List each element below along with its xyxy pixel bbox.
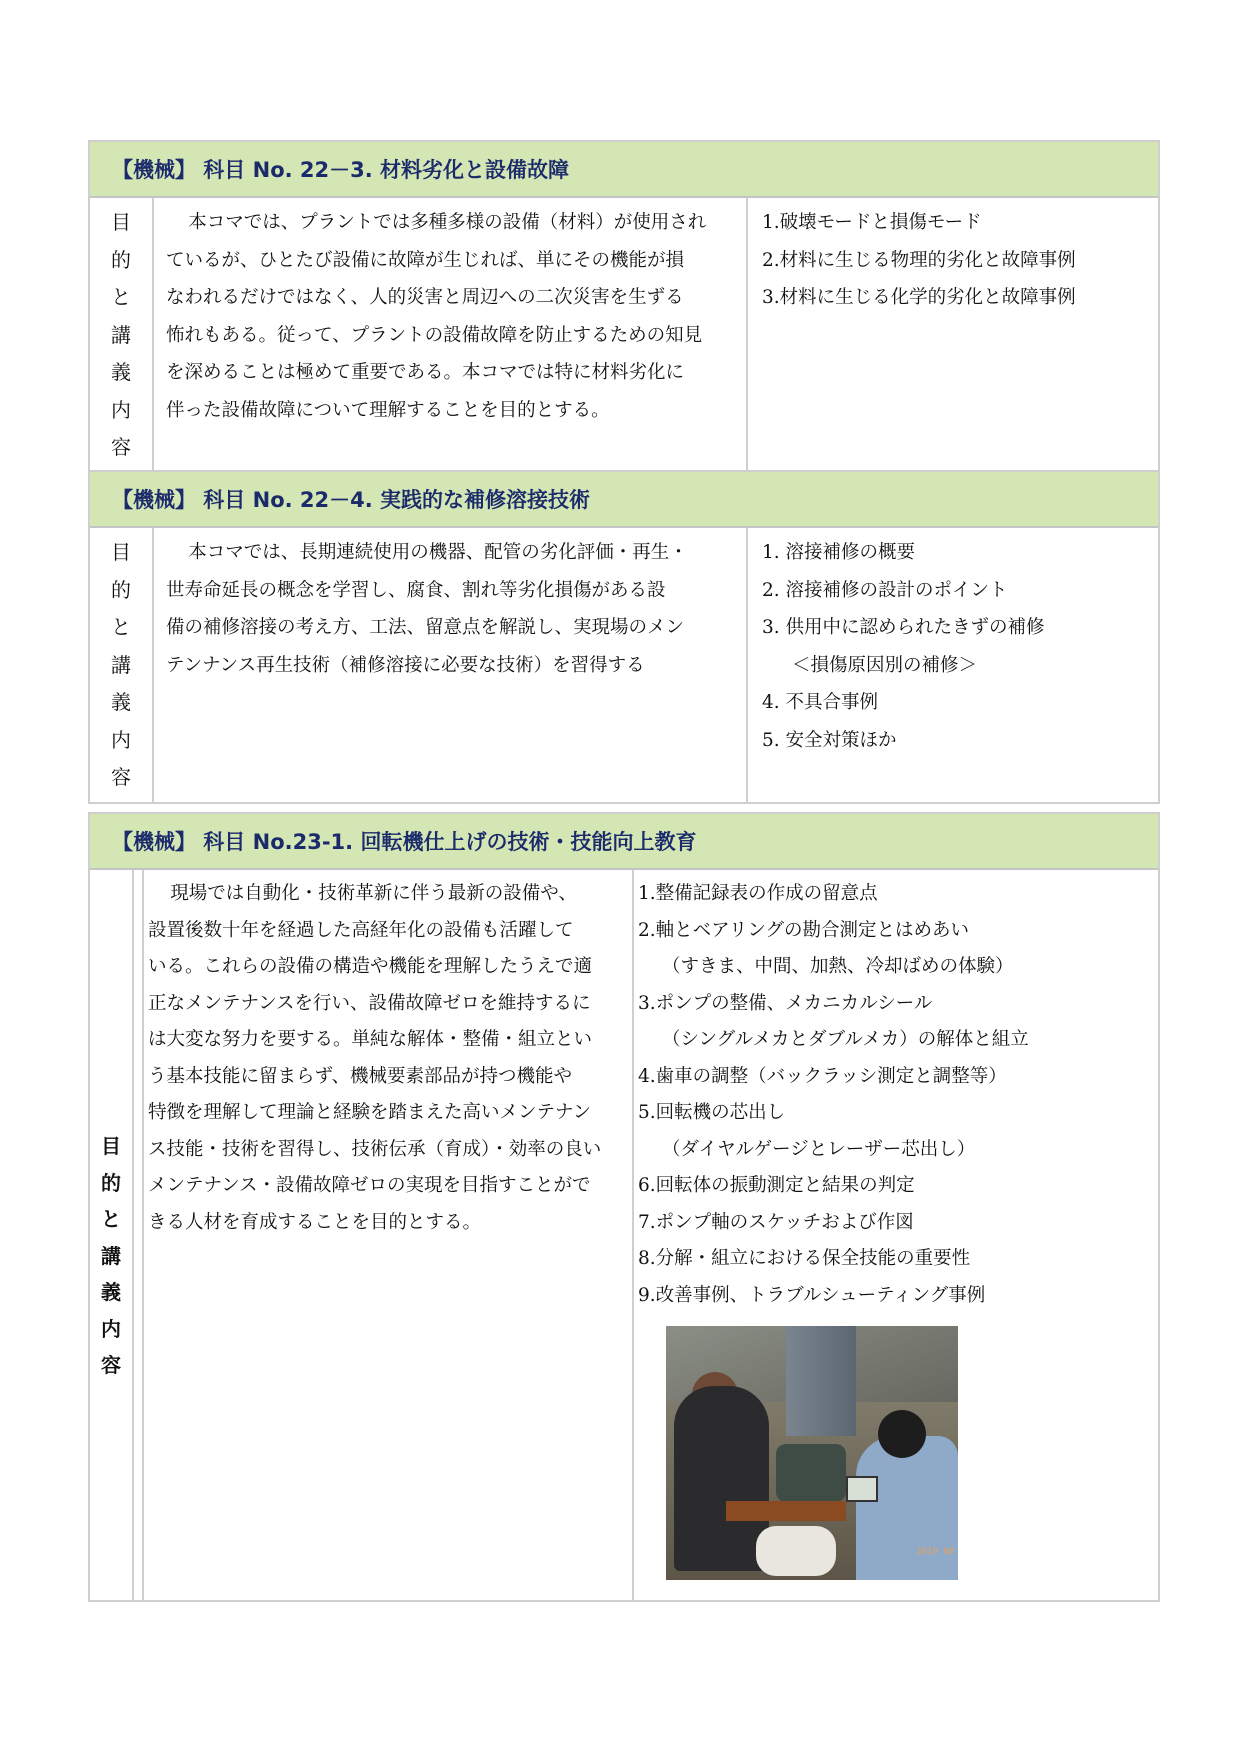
course-block-22-3 bbox=[88, 140, 1160, 472]
purpose-description: 本コマでは、プラントでは多種多様の設備（材料）が使用され ているが、ひとたび設備に故障が生じれば、単にその機能が損 なわれるだけではなく、人的災害と周辺への二次災害を生ずる 怖れもある。従って、プラントの設備故障を防止するための知見 を深めることは極めて重要である。本コマでは特に材料劣化に 伴った設備故障について理解することを目的とする。 bbox=[154, 198, 748, 470]
course-title: 【機械】 科目 No. 22－3. 材料劣化と設備故障 bbox=[90, 142, 1158, 198]
course-title: 【機械】 科目 No.23-1. 回転機仕上げの技術・技能向上教育 bbox=[90, 814, 1158, 870]
list-item: 8.分解・組立における保全技能の重要性 bbox=[638, 1248, 971, 1269]
purpose-description: 本コマでは、長期連続使用の機器、配管の劣化評価・再生・ 世寿命延長の概念を学習し、腐食、割れ等劣化損傷がある設 備の補修溶接の考え方、工法、留意点を解説し、実現場のメン テンナンス再生技術（補修溶接に必要な技術）を習得する bbox=[154, 528, 748, 802]
list-item: （ダイヤルゲージとレーザー芯出し） bbox=[662, 1138, 976, 1160]
purpose-label: 目 的 と 講 義 内 容 bbox=[90, 870, 134, 1600]
lecture-topics bbox=[634, 870, 1158, 1600]
training-photo bbox=[666, 1326, 958, 1580]
list-item: 5. 安全対策ほか bbox=[762, 729, 897, 751]
purpose-description: 現場では自動化・技術革新に伴う最新の設備や、 設置後数十年を経過した高経年化の設備も活躍して いる。これらの設備の構造や機能を理解したうえで適 正なメンテナンスを行い、設備故障ゼロを維持するに は大変な努力を要する。単純な解体・整備・組立とい う基本技能に留まらず、機械要素部品が持つ機能や 特徴を理解して理論と経験を踏まえた高いメンテナン ス技能・技術を習得し、技術伝承（育成）・効率の良い メンテナンス・設備故障ゼロの実現を目指すことがで きる人材を育成することを目的とする。 bbox=[144, 870, 634, 1600]
list-item: 3.材料に生じる化学的劣化と故障事例 bbox=[762, 287, 1076, 308]
list-item: 2.材料に生じる物理的劣化と故障事例 bbox=[762, 249, 1076, 271]
divider bbox=[134, 870, 144, 1600]
course-block-22-4 bbox=[88, 470, 1160, 804]
purpose-label: 目 的 と 講 義 内 容 bbox=[90, 528, 154, 802]
list-item: 1. 溶接補修の概要 bbox=[762, 542, 916, 563]
list-item: 7.ポンプ軸のスケッチおよび作図 bbox=[638, 1211, 914, 1233]
course-title: 【機械】 科目 No. 22－4. 実践的な補修溶接技術 bbox=[90, 472, 1158, 528]
list-item: 1.破壊モードと損傷モード bbox=[762, 212, 982, 233]
list-item: ＜損傷原因別の補修＞ bbox=[792, 654, 978, 676]
list-item: 3.ポンプの整備、メカニカルシール bbox=[638, 992, 933, 1014]
lecture-topics bbox=[748, 198, 1158, 470]
list-item: 9.改善事例、トラブルシューティング事例 bbox=[638, 1284, 986, 1306]
list-item: （シングルメカとダブルメカ）の解体と組立 bbox=[662, 1029, 1029, 1050]
list-item: （すきま、中間、加熱、冷却ばめの体験） bbox=[662, 956, 1014, 977]
list-item: 6.回転体の振動測定と結果の判定 bbox=[638, 1175, 915, 1196]
course-block-23-1 bbox=[88, 812, 1160, 1602]
lecture-topics bbox=[748, 528, 1158, 802]
list-item: 4. 不具合事例 bbox=[762, 692, 879, 713]
photo-date-stamp: 2019 08 bbox=[916, 1546, 954, 1557]
list-item: 2. 溶接補修の設計のポイント bbox=[762, 579, 1008, 601]
list-item: 5.回転機の芯出し bbox=[638, 1102, 786, 1123]
list-item: 1.整備記録表の作成の留意点 bbox=[638, 883, 878, 904]
list-item: 4.歯車の調整（バックラッシ測定と調整等） bbox=[638, 1065, 1007, 1087]
purpose-label: 目 的 と 講 義 内 容 bbox=[90, 198, 154, 470]
list-item: 3. 供用中に認められたきずの補修 bbox=[762, 617, 1045, 638]
list-item: 2.軸とベアリングの勘合測定とはめあい bbox=[638, 919, 970, 941]
